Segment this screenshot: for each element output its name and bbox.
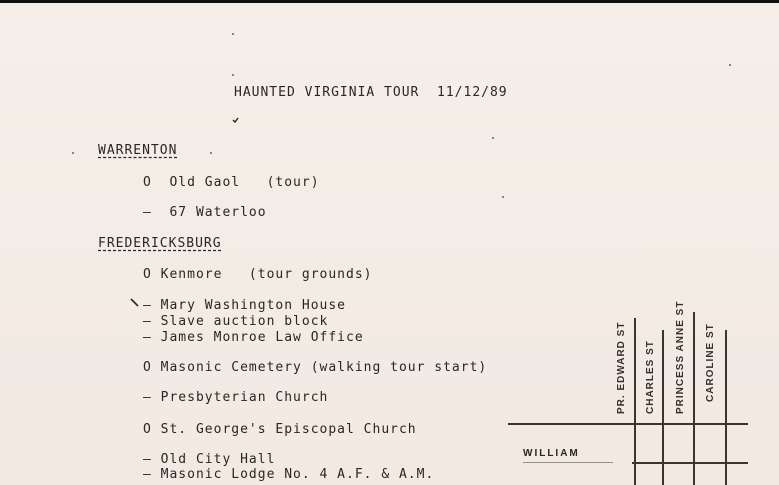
map-street-line <box>725 330 727 485</box>
scan-speck <box>72 152 74 154</box>
street-label: PRINCESS ANNE ST <box>675 300 686 414</box>
map-street-line <box>634 318 636 485</box>
check-mark-icon <box>131 299 138 306</box>
map-horizontal-line <box>632 462 748 464</box>
street-label: CAROLINE ST <box>705 323 716 402</box>
list-item: O Kenmore (tour grounds) <box>143 267 373 282</box>
map-street-line <box>693 312 695 485</box>
list-item: – 67 Waterloo <box>143 205 267 220</box>
street-label: PR. EDWARD ST <box>616 321 627 414</box>
cross-street-label: WILLIAM <box>523 448 580 459</box>
list-item: – Slave auction block <box>143 314 329 329</box>
scan-speck <box>210 152 212 154</box>
list-item: O St. George's Episcopal Church <box>143 422 417 437</box>
scan-speck <box>232 33 234 35</box>
list-item: O Masonic Cemetery (walking tour start) <box>143 360 488 375</box>
scan-speck <box>492 137 494 139</box>
map-horizontal-line <box>508 423 748 425</box>
list-item: – James Monroe Law Office <box>143 330 364 345</box>
list-item: – Mary Washington House <box>143 298 347 313</box>
ink-tick-icon <box>233 118 238 122</box>
scan-speck <box>729 64 731 66</box>
map-underline <box>523 462 613 463</box>
scan-speck <box>502 196 504 198</box>
section-heading-warrenton: WARRENTON <box>98 143 178 158</box>
street-label: CHARLES ST <box>645 340 656 414</box>
list-item: – Old City Hall <box>143 452 276 467</box>
section-heading-fredericksburg: FREDERICKSBURG <box>98 236 222 251</box>
list-item: O Old Gaol (tour) <box>143 175 320 190</box>
page-title: HAUNTED VIRGINIA TOUR 11/12/89 <box>234 85 508 100</box>
list-item: – Masonic Lodge No. 4 A.F. & A.M. <box>143 467 435 482</box>
list-item: – Presbyterian Church <box>143 390 329 405</box>
scan-speck <box>232 74 234 76</box>
map-street-line <box>662 330 664 485</box>
